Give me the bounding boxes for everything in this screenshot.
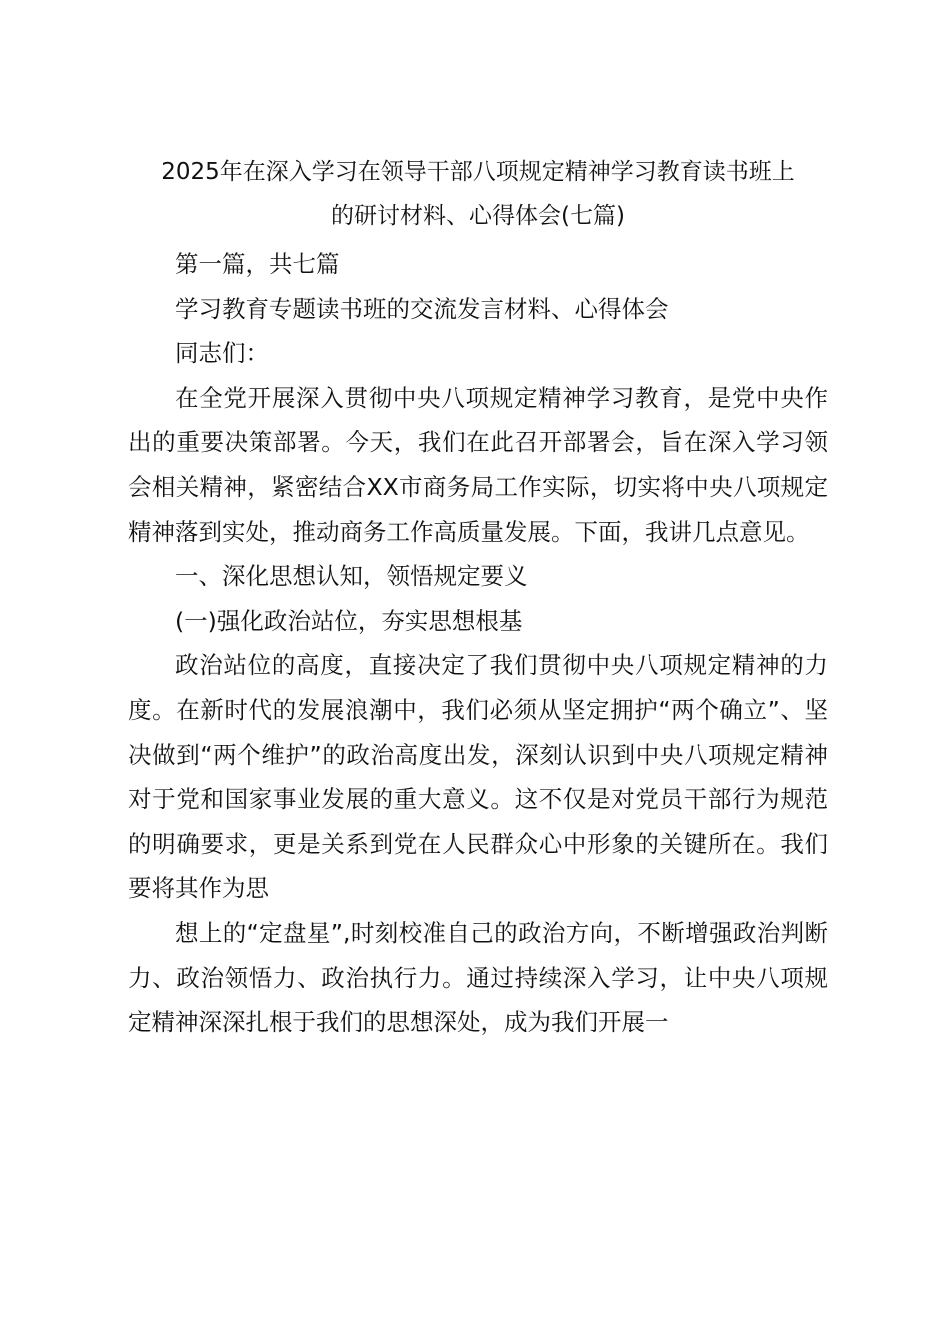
section-heading-1: 一、深化思想认知，领悟规定要义 xyxy=(175,562,528,591)
paragraph-intro: 在全党开展深入贯彻中央八项规定精神学习教育，是党中央作出的重要决策部署。今天，我们在此召开部署会，旨在深入学习领会相关精神，紧密结合XX市商务局工作实际，切实将中央八项规定精神落到实处，推动商务工作高质量发展。下面，我讲几点意见。 xyxy=(128,383,828,546)
paragraph-continuation: 想上的“定盘星”,时刻校准自己的政治方向，不断增强政治判断力、政治领悟力、政治执行力。通过持续深入学习，让中央八项规定精神深深扎根于我们的思想深处，成为我们开展一 xyxy=(128,918,828,1037)
salutation: 同志们： xyxy=(175,339,269,368)
paragraph-political-stance: 政治站位的高度，直接决定了我们贯彻中央八项规定精神的力度。在新时代的发展浪潮中，我们必须从坚定拥护“两个确立”、坚决做到“两个维护”的政治高度出发，深刻认识到中央八项规定精神对于党和国家事业发展的重大意义。这不仅是对党员干部行为规范的明确要求，更是关系到党在人民群众心中形象的关键所在。我们要将其作为思 xyxy=(128,651,828,903)
document-body xyxy=(128,150,828,1045)
title-line-2: 的研讨材料、心得体会(七篇) xyxy=(331,203,625,229)
part-label: 第一篇，共七篇 xyxy=(175,250,340,278)
subsection-heading-1: (一)强化政治站位，夯实思想根基 xyxy=(175,606,523,635)
title-line-1: 2025年在深入学习在领导干部八项规定精神学习教育读书班上 xyxy=(161,159,795,185)
document-title xyxy=(118,150,838,238)
document-subtitle: 学习教育专题读书班的交流发言材料、心得体会 xyxy=(175,294,669,323)
